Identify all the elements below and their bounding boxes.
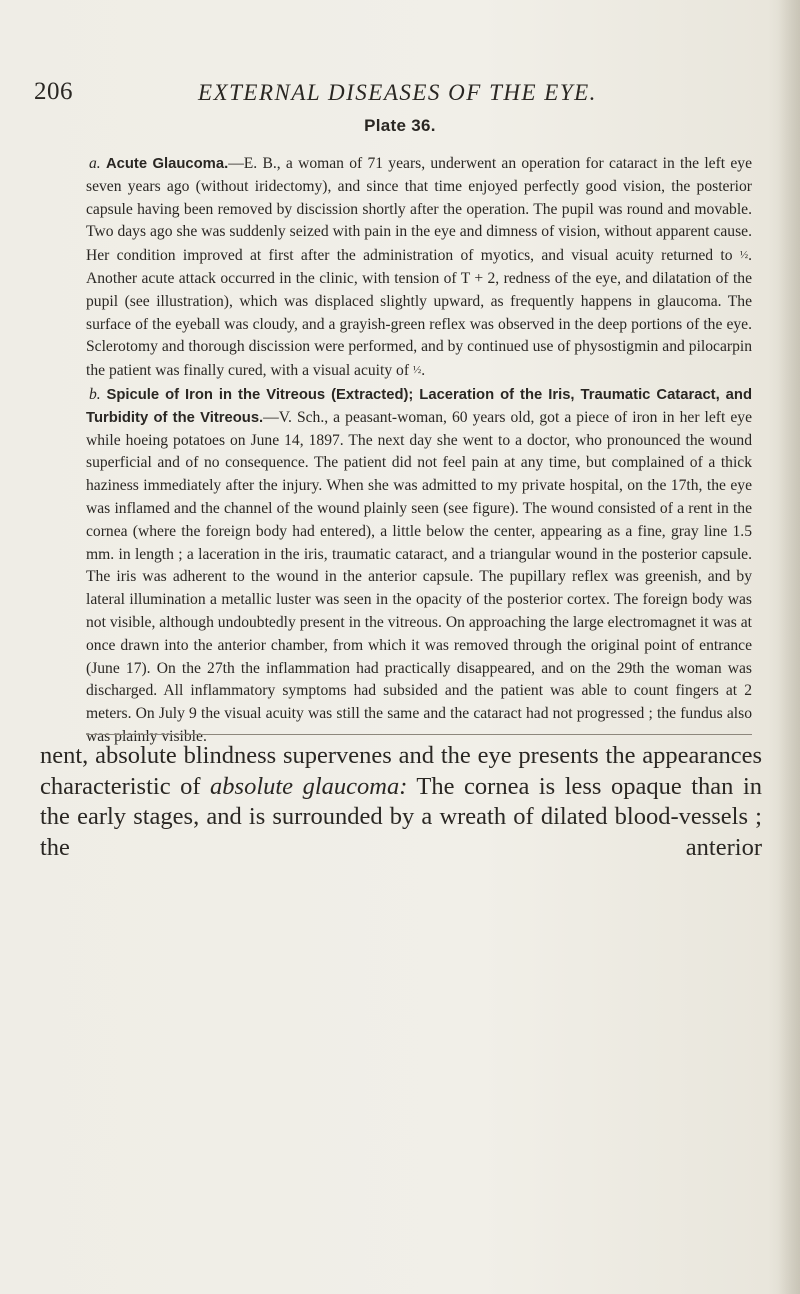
- plate-item-a: [86, 153, 752, 383]
- item-a-heading: Acute Glaucoma.: [105, 156, 229, 172]
- main-text-emphasis: absolute glaucoma:: [210, 772, 408, 800]
- main-body-text: [40, 741, 762, 863]
- item-b-letter: b.: [89, 385, 101, 403]
- item-a-fraction-2: ½: [412, 364, 422, 377]
- plate-description: [86, 153, 752, 749]
- item-a-text-2: . Another acute attack occurred in the clinic, with tension of T + 2, redness of the eye, and dilatation of the pupil (see illustration), which was displaced slightly upward, as frequently happens in glaucoma. The surface of the eyeball was cloudy, and a grayish-green reflex was observed in the deep portions of the eye. Sclerotomy and thorough discission were performed, and by continued use of physostigmin and pilocarpin the patient was finally cured, with a visual acuity of: [86, 247, 752, 380]
- running-head: [34, 78, 754, 118]
- plate-item-b: [86, 384, 752, 749]
- page-edge-shadow: [778, 0, 800, 1294]
- item-b-heading: Spicule of Iron in the Vitreous (Extracted); Laceration of the Iris, Traumatic Cataract, and Turbidity of the Vitreous.: [86, 386, 752, 426]
- running-title: EXTERNAL DISEASES OF THE EYE.: [198, 80, 597, 105]
- item-a-letter: a.: [89, 155, 101, 172]
- main-text-part-2: The cornea is less opaque than in the early stages, and is surrounded by a wreath of dilated blood-vessels ; the anterior: [40, 772, 762, 861]
- plate-title: Plate 36.: [364, 116, 436, 135]
- section-divider: [86, 734, 752, 735]
- item-b-text: —V. Sch., a peasant-woman, 60 years old, got a piece of iron in her left eye while hoeing potatoes on June 14, 1897. The next day she went to a doctor, who pronounced the wound superficial and of no consequence. The patient did not feel pain at any time, but complained of a thick haziness immediately after the injury. When she was admitted to my private hospital, on the 17th, the eye was inflamed and the channel of the wound plainly seen (see figure). The wound consisted of a rent in the cornea (where the foreign body had entered), a little below the center, appearing as a fine, gray line 1.5 mm. in length ; a laceration in the iris, traumatic cataract, and a triangular wound in the posterior capsule. The iris was adherent to the wound in the anterior capsule. The pupillary reflex was greenish, and by lateral illumination a metallic luster was seen in the opacity of the posterior cortex. The foreign body was not visible, although undoubtedly present in the vitreous. On approaching the large electromagnet it was at once drawn into the anterior chamber, from which it was removed through the original point of entrance (June 17). On the 27th the inflammation had practically disappeared, and on the 29th the woman was discharged. All inflammatory symptoms had subsided and the patient was able to count fingers at 2 meters. On July 9 the visual acuity was still the same and the cataract had not progressed ; the fundus also was plainly visible.: [86, 408, 753, 745]
- item-a-text-3: .: [421, 362, 426, 380]
- item-a-text: —E. B., a woman of 71 years, underwent an operation for cataract in the left eye seven years ago (without iridectomy), and since that time enjoyed perfectly good vision, the posterior capsule having been removed by discission shortly after the operation. The pupil was round and movable. Two days ago she was suddenly seized with pain in the eye and dimness of vision, without apparent cause. Her condition improved at first after the administration of myotics, and visual acuity returned to: [86, 155, 752, 265]
- page-number: 206: [34, 78, 73, 105]
- item-a-fraction-1: ½: [739, 249, 749, 262]
- main-text-part-1: nent, absolute blindness supervenes and the eye presents the appearances characteristic of: [40, 742, 762, 800]
